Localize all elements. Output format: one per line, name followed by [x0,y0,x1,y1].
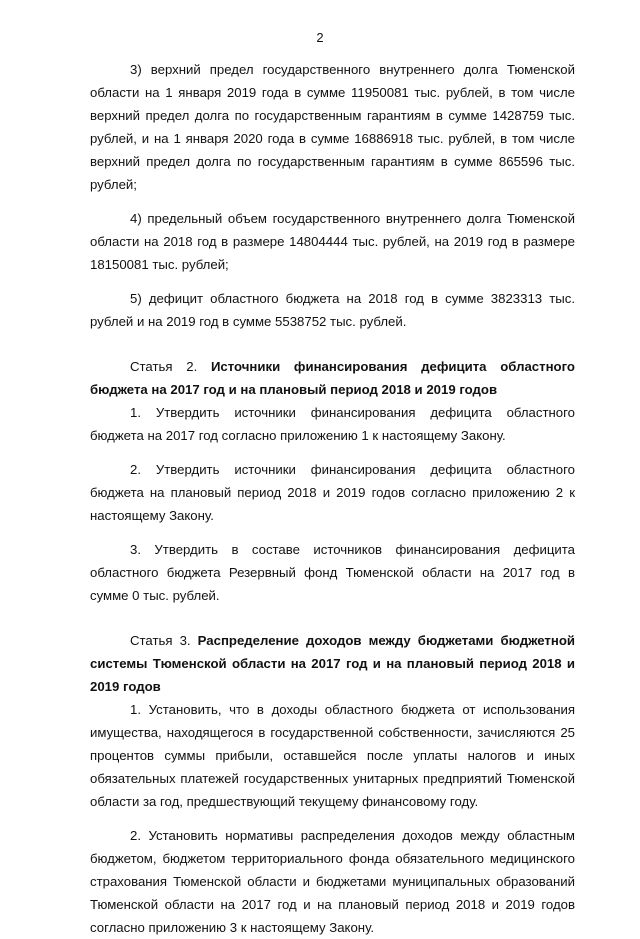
page-number: 2 [316,30,324,45]
article-3-title: Распределение доходов между бюджетами бюджетной системы Тюменской области на 2017 год и на плановый период 2018 и 2019 годов [90,633,575,694]
document-body [90,58,575,939]
article-3-heading [90,629,575,698]
article-2-paragraph-1: 1. Утвердить источники финансирования дефицита областного бюджета на 2017 год согласно приложению 1 к настоящему Закону. [90,405,575,443]
article-2-title: Источники финансирования дефицита областного бюджета на 2017 год и на плановый период 2018 и 2019 годов [90,359,575,397]
article-3-paragraph-2: 2. Установить нормативы распределения доходов между областным бюджетом, бюджетом территориального фонда обязательного медицинского страхования Тюменской области и бюджетами муниципальных образований Тюменской области на 2017 год и на плановый период 2018 и 2019 годов согласно приложению 3 к настоящему Закону. [90,828,575,935]
article-2-label: Статья 2. [130,359,211,374]
article-2-paragraph-3: 3. Утвердить в составе источников финансирования дефицита областного бюджета Резервный фонд Тюменской области на 2017 год в сумме 0 тыс. рублей. [90,542,575,603]
list-item-4: 4) предельный объем государственного внутреннего долга Тюменской области на 2018 год в размере 14804444 тыс. рублей, на 2019 год в размере 18150081 тыс. рублей; [90,211,575,272]
article-2-paragraph-2: 2. Утвердить источники финансирования дефицита областного бюджета на плановый период 2018 и 2019 годов согласно приложению 2 к настоящему Закону. [90,462,575,523]
article-3-paragraph-1: 1. Установить, что в доходы областного бюджета от использования имущества, находящегося в государственной собственности, зачисляются 25 процентов суммы прибыли, оставшейся после уплаты налогов и иных обязательных платежей государственных унитарных предприятий Тюменской области за год, предшествующий текущему финансовому году. [90,702,575,809]
list-item-3: 3) верхний предел государственного внутреннего долга Тюменской области на 1 января 2019 года в сумме 11950081 тыс. рублей, в том числе верхний предел долга по государственным гарантиям в сумме 1428759 тыс. рублей, и на 1 января 2020 года в сумме 16886918 тыс. рублей, в том числе верхний предел долга по государственным гарантиям в сумме 865596 тыс. рублей; [90,62,575,192]
list-item-5: 5) дефицит областного бюджета на 2018 год в сумме 3823313 тыс. рублей и на 2019 год в сумме 5538752 тыс. рублей. [90,291,575,329]
article-2-heading [90,355,575,401]
article-3-label: Статья 3. [130,633,198,648]
